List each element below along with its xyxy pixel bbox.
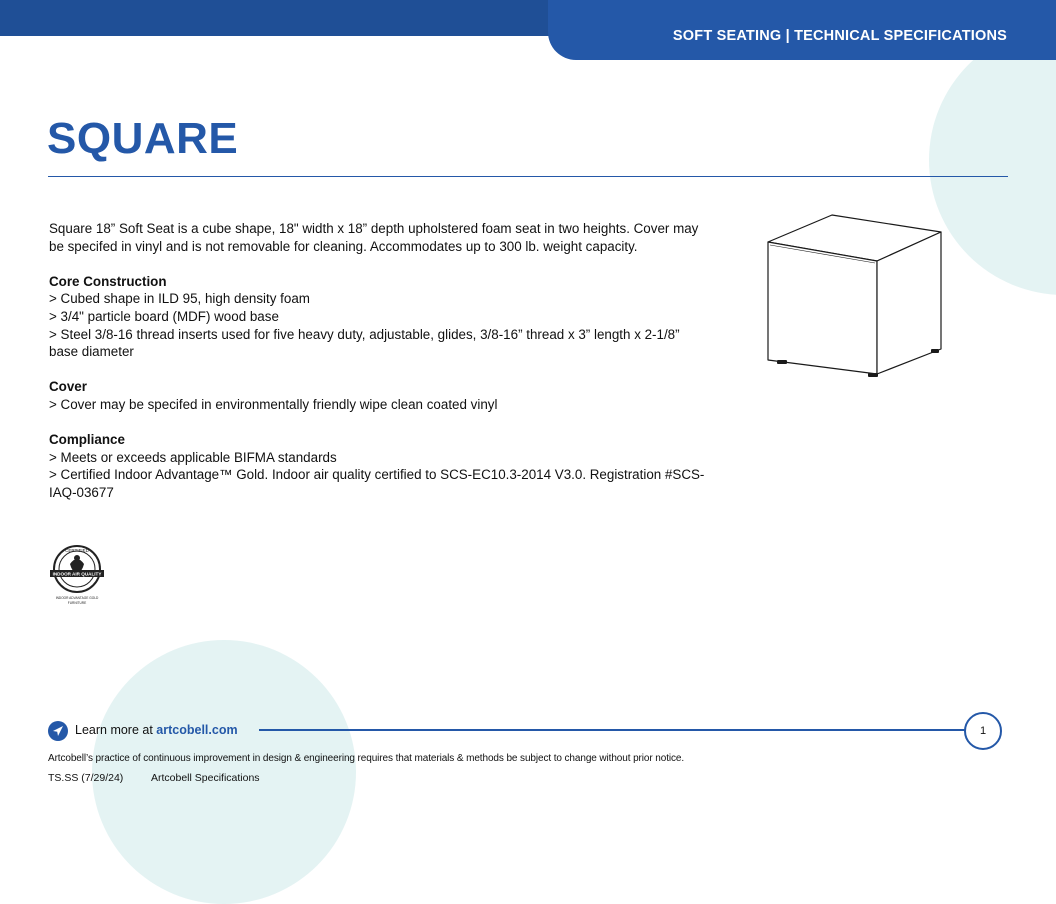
spec-item: > Cover may be specifed in environmentally friendly wipe clean coated vinyl xyxy=(49,396,498,412)
spec-body xyxy=(49,220,709,502)
product-description: Square 18” Soft Seat is a cube shape, 18" width x 18” depth upholstered foam seat in two heights. Cover may be specifed in vinyl and is not removable for cleaning. Accommodates up to 300 lb. weight capacity. xyxy=(49,221,699,254)
learn-more-label: Learn more at xyxy=(75,723,157,737)
learn-more xyxy=(75,723,238,737)
badge-certified-text: CERTIFIED xyxy=(65,548,89,553)
document-label: Artcobell Specifications xyxy=(151,772,260,784)
section-heading-cover: Cover xyxy=(49,379,87,395)
indoor-air-quality-badge xyxy=(48,544,108,606)
badge-category-text: FURNITURE xyxy=(67,601,87,605)
website-link[interactable]: artcobell.com xyxy=(156,723,238,737)
section-title: SOFT SEATING | TECHNICAL SPECIFICATIONS xyxy=(672,28,1007,44)
decorative-circle-top-right xyxy=(929,25,1056,295)
badge-sub-text: INDOOR ADVANTAGE GOLD xyxy=(55,596,99,600)
spec-item: > Steel 3/8-16 thread inserts used for five heavy duty, adjustable, glides, 3/8-16” thread x 3” length x 2-1/8” base diameter xyxy=(49,326,680,360)
badge-main-text: INDOOR AIR QUALITY xyxy=(52,571,102,577)
spec-item: > Meets or exceeds applicable BIFMA standards xyxy=(49,449,337,465)
footer-divider xyxy=(259,729,965,731)
spec-item: > Certified Indoor Advantage™ Gold. Indoor air quality certified to SCS-EC10.3-2014 V3.0. Registration #SCS-IAQ-03677 xyxy=(49,467,705,500)
product-title: SQUARE xyxy=(47,114,239,163)
spec-item: > Cubed shape in ILD 95, high density foam xyxy=(49,291,310,307)
page-number: 1 xyxy=(964,712,1002,750)
disclaimer-text: Artcobell’s practice of continuous improvement in design & engineering requires that materials & methods be subject to change without prior notice. xyxy=(48,753,685,764)
section-heading-compliance: Compliance xyxy=(49,432,125,448)
title-divider xyxy=(48,176,1008,177)
document-code: TS.SS (7/29/24) xyxy=(48,772,124,784)
navigation-arrow-icon xyxy=(48,721,68,741)
section-heading-core-construction: Core Construction xyxy=(49,273,167,289)
header-tab xyxy=(548,0,1056,60)
spec-item: > 3/4" particle board (MDF) wood base xyxy=(49,308,279,324)
product-cube-illustration xyxy=(762,210,947,382)
